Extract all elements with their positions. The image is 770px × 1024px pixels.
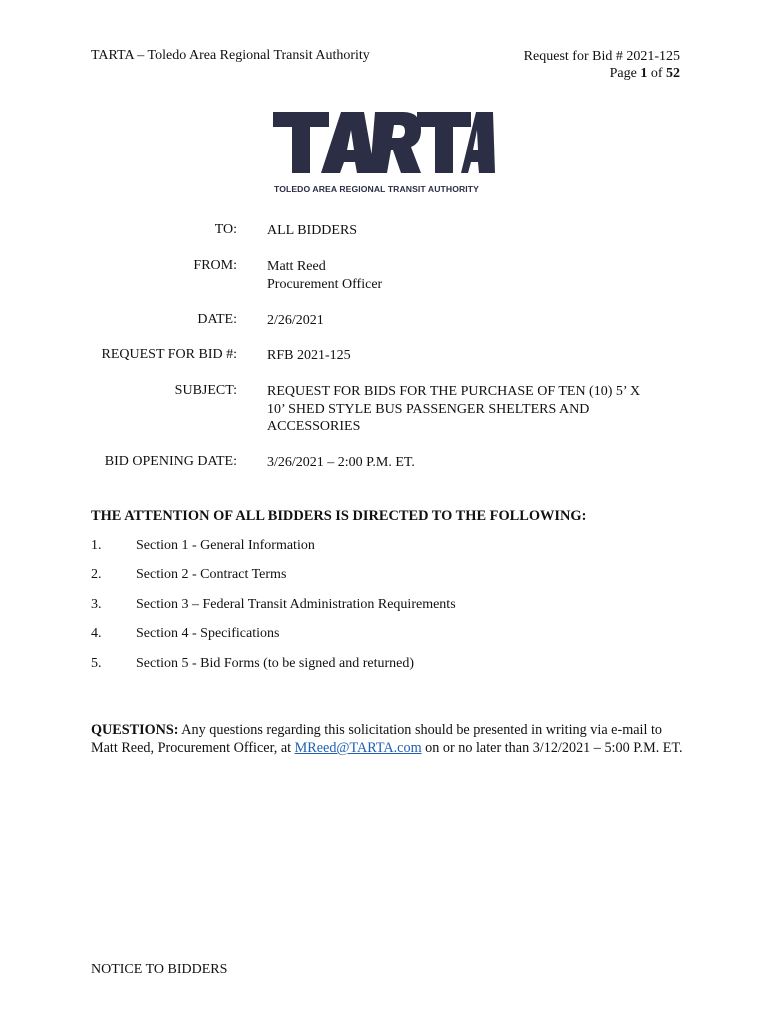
page-current: 1 [640,66,648,81]
list-item-number: 4. [91,626,102,641]
bid-opening-label: BID OPENING DATE: [104,454,237,469]
email-link[interactable]: MReed@TARTA.com [294,740,422,756]
questions-label: QUESTIONS: [91,722,179,738]
subject-line: ACCESSORIES [267,419,361,434]
subject-line: REQUEST FOR BIDS FOR THE PURCHASE OF TEN (10) 5’ X [267,384,641,399]
header-bid-info [524,48,680,82]
tarta-logo [271,112,496,200]
bid-opening-value: 3/26/2021 – 2:00 P.M. ET. [267,455,415,470]
from-title: Procurement Officer [267,276,383,292]
list-item: Section 4 - Specifications [136,626,280,641]
list-item: Section 3 – Federal Transit Administration Requirements [136,597,456,612]
footer-title: NOTICE TO BIDDERS [91,962,228,977]
tarta-wordmark-image [271,112,496,176]
list-item: Section 5 - Bid Forms (to be signed and returned) [136,656,415,671]
subject-label: SUBJECT: [174,383,237,398]
list-item-number: 2. [91,567,102,582]
rfb-value: RFB 2021-125 [267,348,351,363]
questions-paragraph [91,721,691,757]
date-value: 2/26/2021 [267,313,324,328]
from-value [267,258,687,293]
list-item-number: 1. [91,538,102,553]
header-bid-number: Request for Bid # 2021-125 [523,49,680,64]
from-name: Matt Reed [267,259,326,274]
list-item: Section 1 - General Information [136,538,315,553]
list-item-number: 5. [91,656,102,671]
date-label: DATE: [197,312,237,327]
page-total: 52 [666,66,680,81]
attention-heading: THE ATTENTION OF ALL BIDDERS IS DIRECTED TO THE FOLLOWING: [91,508,587,524]
header-page-number: Page 1 of 52 [609,66,680,81]
questions-text-before: Any questions regarding this solicitation should be presented in writing via e-mail to Matt Reed, Procurement Officer, at [91,722,662,756]
rfb-label: REQUEST FOR BID #: [101,347,237,362]
header-agency: TARTA – Toledo Area Regional Transit Authority [91,48,370,63]
to-value: ALL BIDDERS [267,223,358,238]
tarta-logo-subtitle: TOLEDO AREA REGIONAL TRANSIT AUTHORITY [274,184,479,194]
from-label: FROM: [193,258,237,273]
list-item-number: 3. [91,597,102,612]
to-label: TO: [214,222,237,237]
questions-text-after: on or no later than 3/12/2021 – 5:00 P.M. ET. [421,740,683,756]
subject-line: 10’ SHED STYLE BUS PASSENGER SHELTERS AND [267,401,590,417]
subject-value [267,383,687,436]
list-item: Section 2 - Contract Terms [136,567,287,582]
